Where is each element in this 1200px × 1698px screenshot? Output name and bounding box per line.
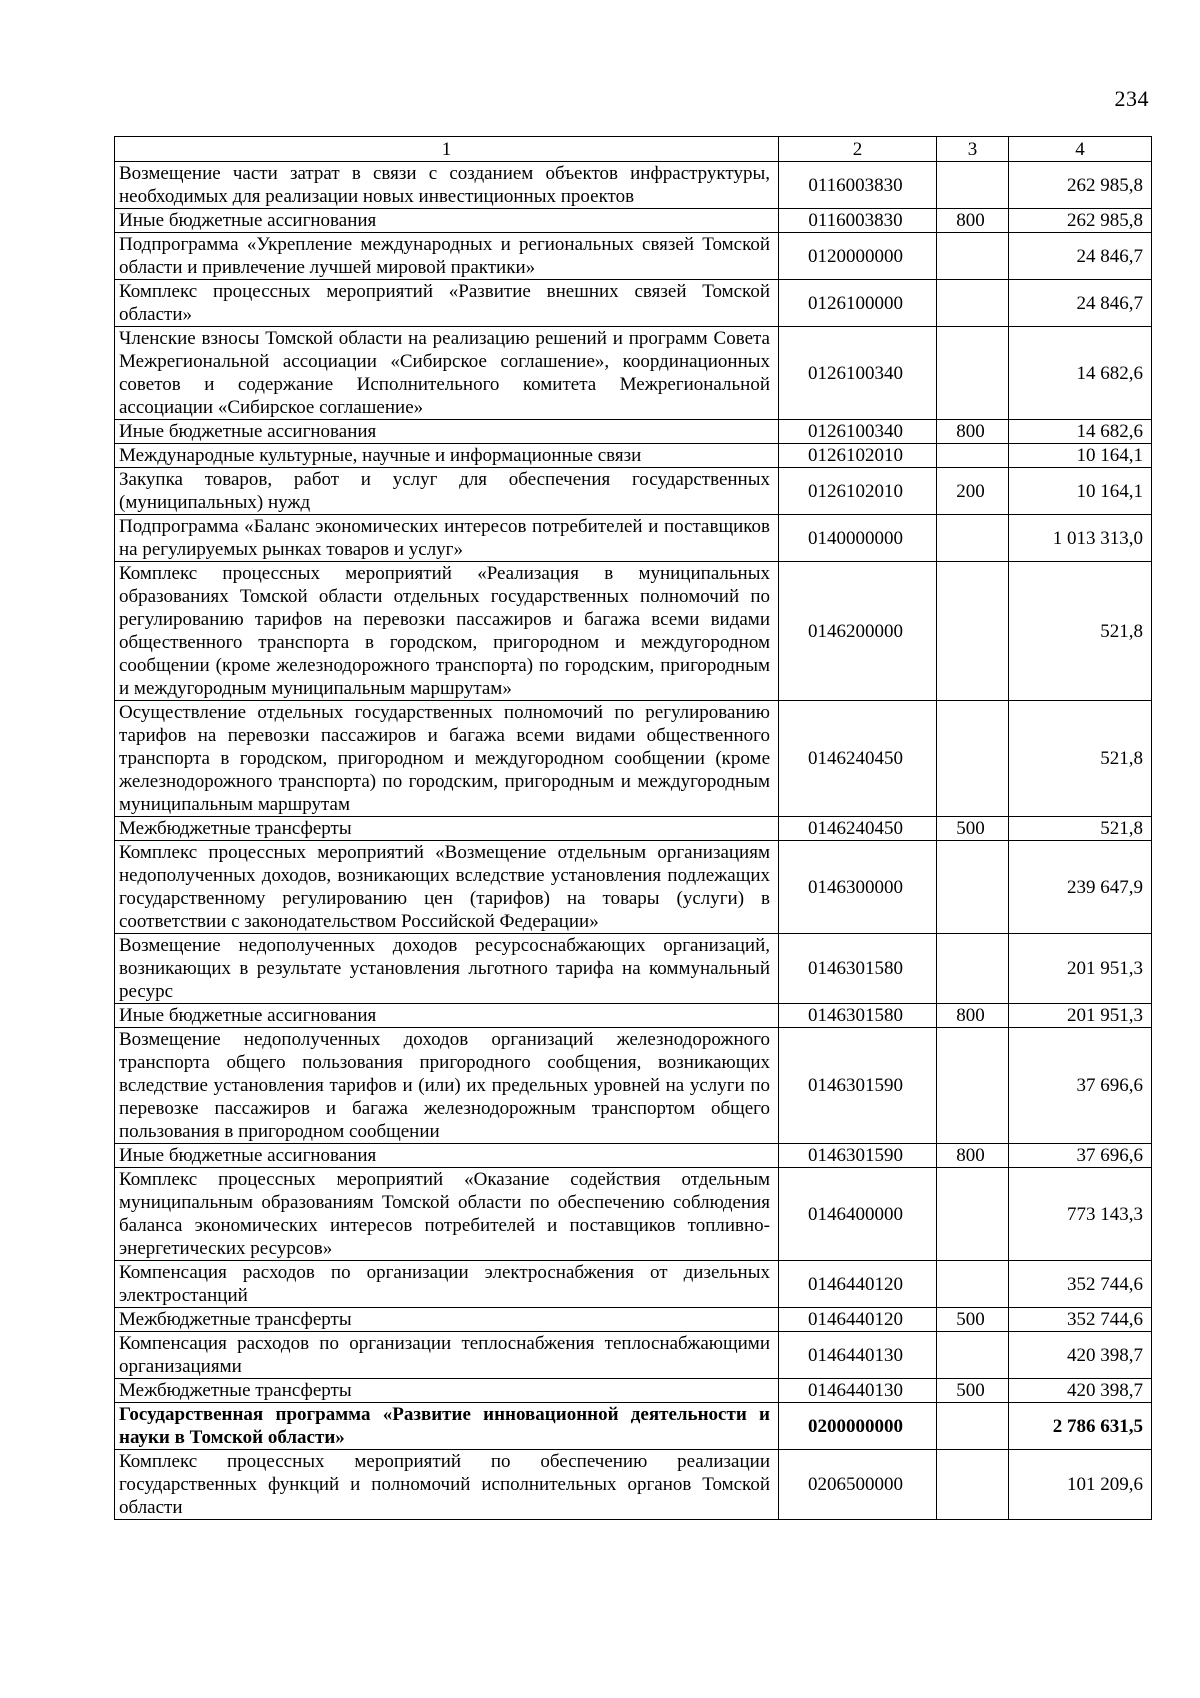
row-type-cell [937, 515, 1009, 562]
row-amount-cell: 37 696,6 [1009, 1028, 1152, 1144]
row-code-cell: 0206500000 [779, 1450, 937, 1520]
row-amount-cell: 201 951,3 [1009, 934, 1152, 1004]
row-name-cell: Иные бюджетные ассигнования [115, 420, 779, 444]
row-type-cell [937, 1028, 1009, 1144]
row-amount-cell: 420 398,7 [1009, 1332, 1152, 1379]
row-amount-cell: 239 647,9 [1009, 841, 1152, 934]
row-type-cell [937, 1261, 1009, 1308]
row-name-cell: Подпрограмма «Баланс экономических интересов потребителей и поставщиков на регулируемых рынках товаров и услуг» [115, 515, 779, 562]
row-name-cell: Возмещение недополученных доходов организаций железнодорожного транспорта общего пользования пригородного сообщения, возникающих вследствие установления тарифов и (или) их предельных уровней на услуги по перевозке пассажиров и багажа железнодорожным транспортом общего пользования в пригородном сообщении [115, 1028, 779, 1144]
row-code-cell: 0140000000 [779, 515, 937, 562]
row-code-cell: 0146301580 [779, 934, 937, 1004]
table-row [115, 817, 1152, 841]
table-row [115, 420, 1152, 444]
row-code-cell: 0146300000 [779, 841, 937, 934]
row-name-cell: Комплекс процессных мероприятий «Возмещение отдельным организациям недополученных доходов, возникающих вследствие установления подлежащих государственному регулированию цен (тарифов) на товары (услуги) в соответствии с законодательством Российской Федерации» [115, 841, 779, 934]
row-code-cell: 0146301590 [779, 1028, 937, 1144]
row-name-cell: Возмещение недополученных доходов ресурсоснабжающих организаций, возникающих в результате установления льготного тарифа на коммунальный ресурс [115, 934, 779, 1004]
row-code-cell: 0116003830 [779, 162, 937, 209]
row-name-cell: Иные бюджетные ассигнования [115, 209, 779, 233]
row-code-cell: 0126102010 [779, 444, 937, 468]
row-name-cell: Подпрограмма «Укрепление международных и региональных связей Томской области и привлечение лучшей мировой практики» [115, 233, 779, 280]
row-code-cell: 0146301590 [779, 1144, 937, 1168]
row-type-cell: 500 [937, 1308, 1009, 1332]
row-amount-cell: 521,8 [1009, 701, 1152, 817]
row-code-cell: 0146240450 [779, 701, 937, 817]
row-type-cell: 500 [937, 1379, 1009, 1403]
row-amount-cell: 352 744,6 [1009, 1261, 1152, 1308]
row-amount-cell: 352 744,6 [1009, 1308, 1152, 1332]
table-row [115, 468, 1152, 515]
row-code-cell: 0200000000 [779, 1403, 937, 1450]
row-name-cell: Компенсация расходов по организации теплоснабжения теплоснабжающими организациями [115, 1332, 779, 1379]
table-row [115, 515, 1152, 562]
row-name-cell: Иные бюджетные ассигнования [115, 1004, 779, 1028]
row-type-cell: 800 [937, 209, 1009, 233]
table-row [115, 209, 1152, 233]
row-amount-cell: 14 682,6 [1009, 420, 1152, 444]
row-name-cell: Закупка товаров, работ и услуг для обеспечения государственных (муниципальных) нужд [115, 468, 779, 515]
row-code-cell: 0116003830 [779, 209, 937, 233]
row-type-cell [937, 280, 1009, 327]
row-type-cell [937, 327, 1009, 420]
row-name-cell: Международные культурные, научные и информационные связи [115, 444, 779, 468]
row-amount-cell: 201 951,3 [1009, 1004, 1152, 1028]
table-body [115, 162, 1152, 1520]
row-amount-cell: 1 013 313,0 [1009, 515, 1152, 562]
column-header-type: 3 [937, 137, 1009, 162]
table-row [115, 1308, 1152, 1332]
budget-table [114, 136, 1152, 1520]
row-amount-cell: 24 846,7 [1009, 233, 1152, 280]
row-name-cell: Иные бюджетные ассигнования [115, 1144, 779, 1168]
table-row [115, 841, 1152, 934]
row-name-cell: Межбюджетные трансферты [115, 1379, 779, 1403]
row-code-cell: 0146440120 [779, 1308, 937, 1332]
row-type-cell [937, 1450, 1009, 1520]
row-code-cell: 0146240450 [779, 817, 937, 841]
table-row [115, 1332, 1152, 1379]
table-row [115, 1028, 1152, 1144]
row-type-cell [937, 934, 1009, 1004]
row-amount-cell: 24 846,7 [1009, 280, 1152, 327]
row-code-cell: 0126100340 [779, 327, 937, 420]
row-name-cell: Комплекс процессных мероприятий «Развитие внешних связей Томской области» [115, 280, 779, 327]
row-type-cell [937, 1332, 1009, 1379]
column-header-code: 2 [779, 137, 937, 162]
row-amount-cell: 521,8 [1009, 562, 1152, 701]
column-header-amount: 4 [1009, 137, 1152, 162]
row-type-cell [937, 841, 1009, 934]
table-row [115, 280, 1152, 327]
row-type-cell [937, 701, 1009, 817]
table-row [115, 1004, 1152, 1028]
table-row [115, 1144, 1152, 1168]
row-type-cell [937, 162, 1009, 209]
row-type-cell: 500 [937, 817, 1009, 841]
row-code-cell: 0126102010 [779, 468, 937, 515]
row-type-cell: 200 [937, 468, 1009, 515]
table-row [115, 1379, 1152, 1403]
row-name-cell: Возмещение части затрат в связи с созданием объектов инфраструктуры, необходимых для реализации новых инвестиционных проектов [115, 162, 779, 209]
row-code-cell: 0146440130 [779, 1379, 937, 1403]
row-code-cell: 0146440130 [779, 1332, 937, 1379]
row-amount-cell: 14 682,6 [1009, 327, 1152, 420]
row-type-cell [937, 1168, 1009, 1261]
row-type-cell: 800 [937, 420, 1009, 444]
row-type-cell: 800 [937, 1144, 1009, 1168]
table-row [115, 562, 1152, 701]
row-type-cell [937, 1403, 1009, 1450]
row-amount-cell: 37 696,6 [1009, 1144, 1152, 1168]
row-name-cell: Членские взносы Томской области на реализацию решений и программ Совета Межрегиональной ассоциации «Сибирское соглашение», координационных советов и содержание Исполнительного комитета Межрегиональной ассоциации «Сибирское соглашение» [115, 327, 779, 420]
row-name-cell: Государственная программа «Развитие инновационной деятельности и науки в Томской области» [115, 1403, 779, 1450]
row-amount-cell: 262 985,8 [1009, 209, 1152, 233]
table-row [115, 1168, 1152, 1261]
row-amount-cell: 10 164,1 [1009, 468, 1152, 515]
row-code-cell: 0120000000 [779, 233, 937, 280]
row-amount-cell: 420 398,7 [1009, 1379, 1152, 1403]
row-amount-cell: 10 164,1 [1009, 444, 1152, 468]
row-amount-cell: 521,8 [1009, 817, 1152, 841]
row-code-cell: 0146400000 [779, 1168, 937, 1261]
row-type-cell [937, 562, 1009, 701]
table-row [115, 701, 1152, 817]
row-name-cell: Компенсация расходов по организации электроснабжения от дизельных электростанций [115, 1261, 779, 1308]
table-row [115, 1261, 1152, 1308]
row-code-cell: 0126100340 [779, 420, 937, 444]
row-code-cell: 0126100000 [779, 280, 937, 327]
row-type-cell: 800 [937, 1004, 1009, 1028]
table-row [115, 444, 1152, 468]
table-row [115, 1403, 1152, 1450]
table-row [115, 934, 1152, 1004]
page-number: 234 [1114, 86, 1149, 111]
table-row [115, 162, 1152, 209]
table-row [115, 327, 1152, 420]
row-code-cell: 0146200000 [779, 562, 937, 701]
column-header-name: 1 [115, 137, 779, 162]
row-code-cell: 0146301580 [779, 1004, 937, 1028]
row-name-cell: Межбюджетные трансферты [115, 1308, 779, 1332]
row-amount-cell: 2 786 631,5 [1009, 1403, 1152, 1450]
table-row [115, 1450, 1152, 1520]
row-code-cell: 0146440120 [779, 1261, 937, 1308]
row-name-cell: Комплекс процессных мероприятий «Реализация в муниципальных образованиях Томской области отдельных государственных полномочий по регулированию тарифов на перевозки пассажиров и багажа всеми видами общественного транспорта в городском, пригородном и междугородном сообщении (кроме железнодорожного транспорта) по городским, пригородным и междугородным муниципальным маршрутам» [115, 562, 779, 701]
table-header-row [115, 137, 1152, 162]
row-name-cell: Комплекс процессных мероприятий «Оказание содействия отдельным муниципальным образованиям Томской области по обеспечению соблюдения баланса экономических интересов потребителей и поставщиков топливно-энергетических ресурсов» [115, 1168, 779, 1261]
table-row [115, 233, 1152, 280]
row-type-cell [937, 233, 1009, 280]
row-type-cell [937, 444, 1009, 468]
row-name-cell: Межбюджетные трансферты [115, 817, 779, 841]
row-name-cell: Комплекс процессных мероприятий по обеспечению реализации государственных функций и полномочий исполнительных органов Томской области [115, 1450, 779, 1520]
row-amount-cell: 262 985,8 [1009, 162, 1152, 209]
row-amount-cell: 773 143,3 [1009, 1168, 1152, 1261]
row-amount-cell: 101 209,6 [1009, 1450, 1152, 1520]
row-name-cell: Осуществление отдельных государственных полномочий по регулированию тарифов на перевозки пассажиров и багажа всеми видами общественного транспорта в городском, пригородном и междугородном сообщении (кроме железнодорожного транспорта) по городским, пригородным и междугородным муниципальным маршрутам [115, 701, 779, 817]
